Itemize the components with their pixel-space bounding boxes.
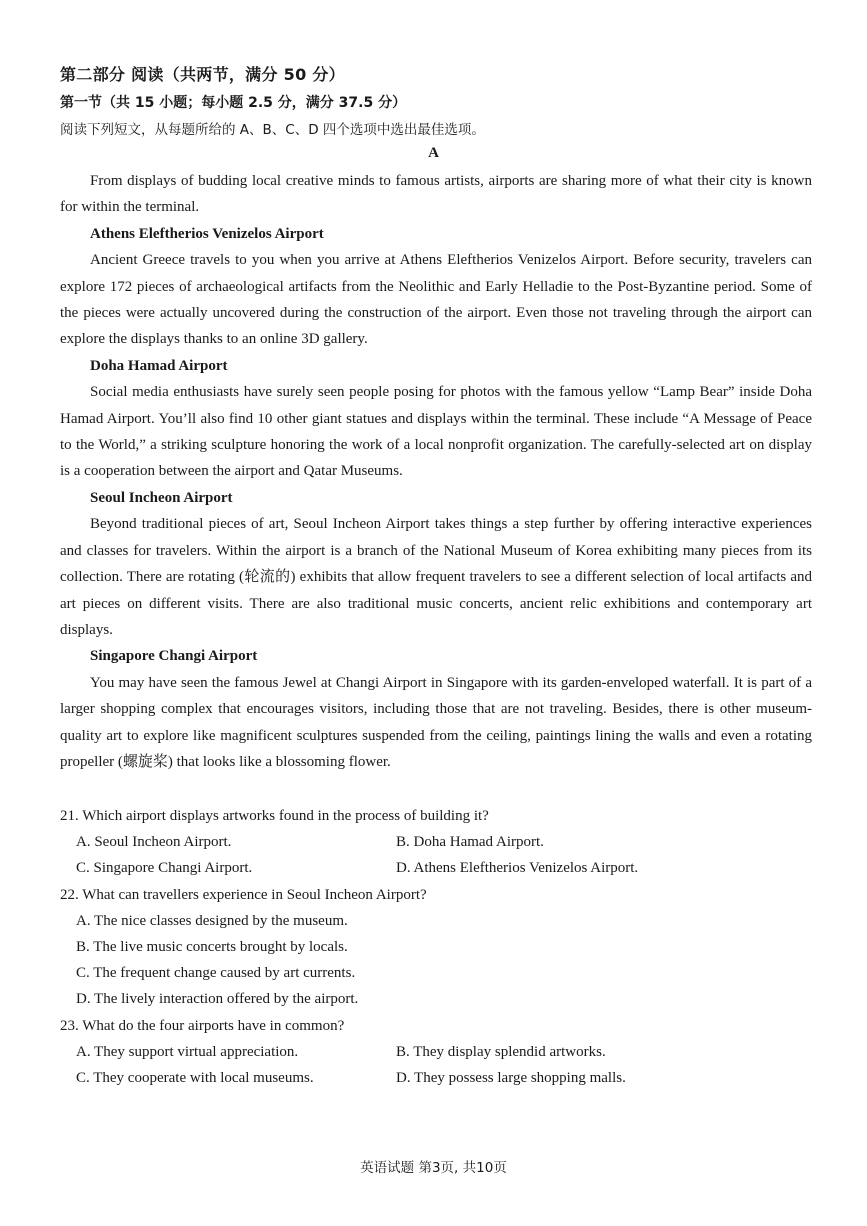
option-d: D. Athens Eleftherios Venizelos Airport.: [396, 860, 639, 877]
option-a: A. They support virtual appreciation.: [76, 1043, 299, 1060]
option-a: A. The nice classes designed by the museum.: [76, 912, 348, 929]
option-a: A. Seoul Incheon Airport.: [76, 834, 232, 851]
option-c: C. The frequent change caused by art currents.: [76, 965, 356, 982]
question-22: [60, 882, 812, 1013]
page-footer: 英语试题 第3页, 共10页: [360, 1160, 507, 1176]
section-heading-singapore: Singapore Changi Airport: [90, 648, 258, 665]
instructions: 阅读下列短文，从每题所给的 A、B、C、D 四个选项中选出最佳选项。: [60, 122, 485, 138]
option-b: B. The live music concerts brought by locals.: [76, 939, 348, 956]
option-b: B. Doha Hamad Airport.: [396, 834, 544, 851]
option-c: C. Singapore Changi Airport.: [76, 860, 253, 877]
question-stem: 22. What can travellers experience in Seoul Incheon Airport?: [60, 886, 427, 903]
option-d: D. The lively interaction offered by the airport.: [76, 991, 359, 1008]
passage-intro: From displays of budding local creative minds to famous artists, airports are sharing more of what their city is known for within the terminal.: [60, 173, 812, 216]
question-list: [60, 803, 812, 1091]
question-21: [60, 803, 812, 882]
section-text-athens: Ancient Greece travels to you when you arrive at Athens Eleftherios Venizelos Airport. Before security, travelers can explore 172 pieces of archaeological artifacts from the Neolithic and Early Helladie to the Post-Byzantine period. Some of the pieces were actually uncovered during the construction of the airport. Even those not traveling through the airport can explore the displays thanks to an online 3D gallery.: [60, 252, 812, 348]
question-23: [60, 1013, 812, 1092]
option-c: C. They cooperate with local museums.: [76, 1070, 314, 1087]
section-text-singapore: You may have seen the famous Jewel at Changi Airport in Singapore with its garden-enveloped waterfall. It is part of a larger shopping complex that encourages visitors, including those that are not traveling. Besides, there is other museum-quality art to explore like magnificent sculptures suspended from the ceiling, paintings lining the walls and even a rotating propeller (螺旋桨) that looks like a blossoming flower.: [60, 674, 812, 770]
question-stem: 21. Which airport displays artworks found in the process of building it?: [60, 808, 489, 824]
section-heading-athens: Athens Eleftherios Venizelos Airport: [90, 225, 324, 242]
section-text-doha: Social media enthusiasts have surely seen people posing for photos with the famous yellow “Lamp Bear” inside Doha Hamad Airport. You’ll also find 10 other giant statues and displays within the terminal. These include “A Message of Peace to the World,” a striking sculpture honoring the work of a local nonprofit organization. The carefully-selected art on display is a cooperation between the airport and Qatar Museums.: [60, 384, 812, 480]
passage-body: [60, 168, 812, 775]
option-b: B. They display splendid artworks.: [396, 1043, 606, 1060]
section-heading-seoul: Seoul Incheon Airport: [90, 489, 233, 506]
section-text-seoul: Beyond traditional pieces of art, Seoul Incheon Airport takes things a step further by offering interactive experiences and classes for travelers. Within the airport is a branch of the National Museum of Korea exhibiting many pieces from its collection. There are rotating (轮流的) exhibits that allow frequent travelers to see a different selection of local artifacts and art pieces on different visits. There are also traditional music concerts, ancient relic exhibitions and contemporary art displays.: [60, 516, 812, 638]
question-stem: 23. What do the four airports have in common?: [60, 1017, 345, 1034]
part-title: 第二部分 阅读（共两节，满分 50 分）: [60, 65, 345, 84]
option-d: D. They possess large shopping malls.: [396, 1070, 626, 1087]
section-heading-doha: Doha Hamad Airport: [90, 357, 228, 374]
section-title: 第一节（共 15 小题；每小题 2.5 分，满分 37.5 分）: [60, 95, 407, 111]
passage-label: A: [428, 145, 439, 161]
